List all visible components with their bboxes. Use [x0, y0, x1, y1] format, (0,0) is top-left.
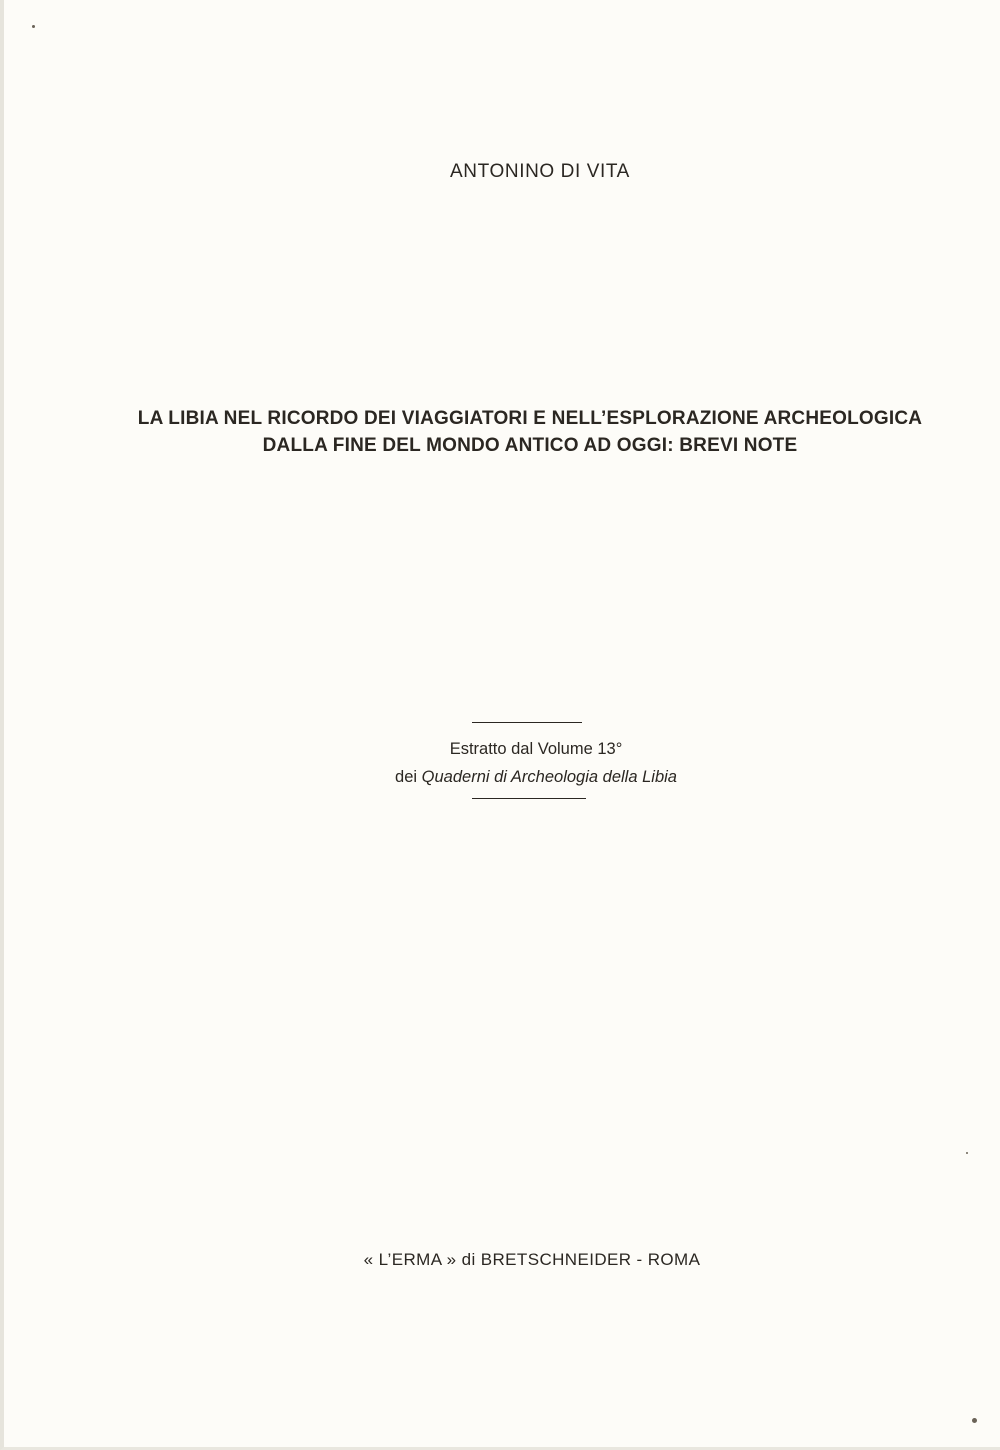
- paper-speck: [32, 25, 35, 28]
- publisher-imprint: « L’ERMA » di BRETSCHNEIDER - ROMA: [363, 1250, 701, 1269]
- extract-prefix: dei: [395, 768, 418, 786]
- document-title: [4, 405, 1000, 459]
- paper-speck: [966, 1152, 968, 1154]
- extract-line-2: [68, 763, 1000, 791]
- extract-note: [4, 735, 1000, 791]
- title-line-2: DALLA FINE DEL MONDO ANTICO AD OGGI: BREVI NOTE: [262, 435, 798, 456]
- series-title: Quaderni di Archeologia della Libia: [421, 768, 677, 786]
- extract-line-1: Estratto dal Volume 13°: [449, 740, 623, 758]
- paper-speck: [972, 1418, 977, 1423]
- title-line-1: LA LIBIA NEL RICORDO DEI VIAGGIATORI E NELL’ESPLORAZIONE ARCHEOLOGICA: [137, 408, 923, 429]
- author-name: ANTONINO DI VITA: [450, 161, 630, 182]
- divider-bottom: [472, 798, 586, 799]
- divider-top: [472, 722, 582, 723]
